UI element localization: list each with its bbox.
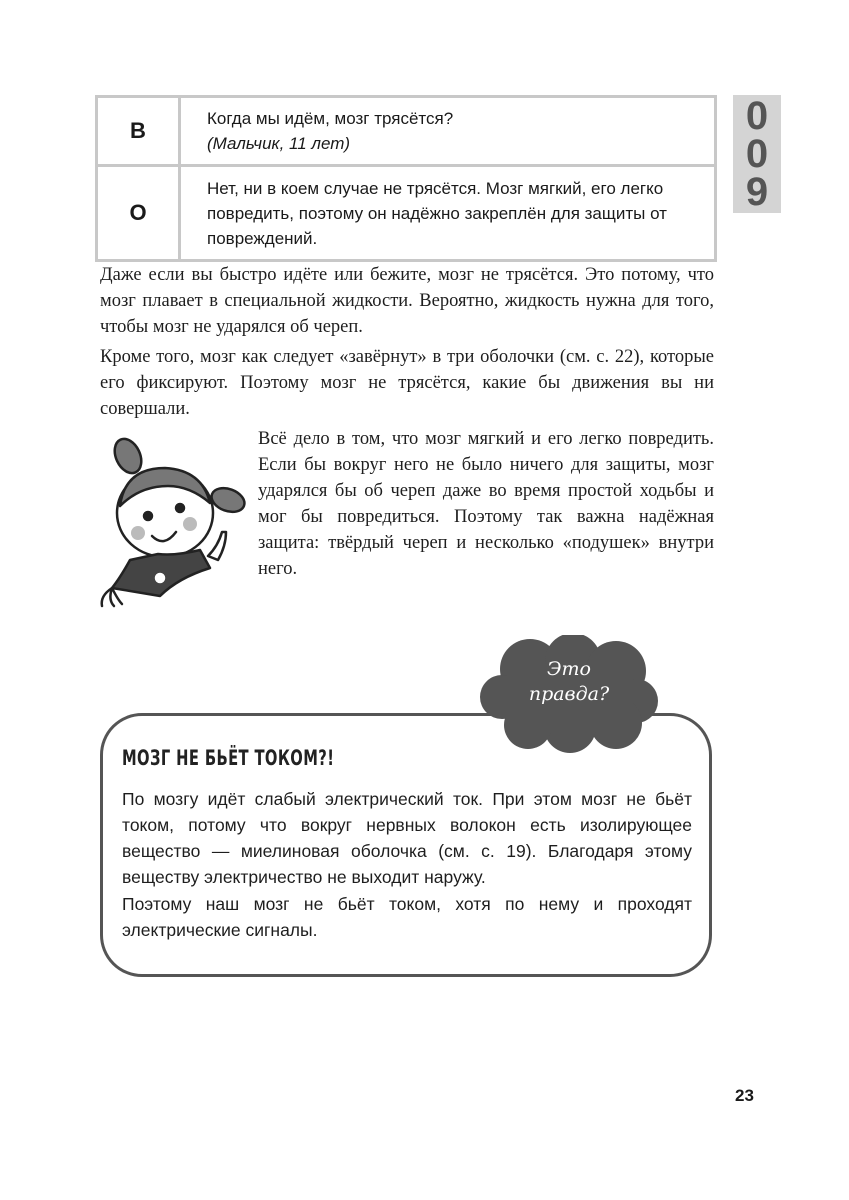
- answer-row: [97, 166, 716, 261]
- number-digit-1: 0: [745, 94, 769, 138]
- question-text: Когда мы идём, мозг трясётся?: [207, 109, 454, 128]
- body-paragraph-3: Всё дело в том, что мозг мягкий и его легко повредить. Если бы вокруг него не было ничего для защиты, мозг ударялся бы об череп даже во время простой ходьбы и мог бы повредиться. Поэтому так важна надёжная защита: твёрдый череп и несколько «подушек» внутри него.: [258, 429, 714, 579]
- body-paragraph-2: Кроме того, мозг как следует «завёрнут» в три оболочки (см. с. 22), которые его фиксируют. Поэтому мозг не трясётся, какие бы движения вы ни совершали.: [100, 347, 714, 419]
- girl-pointing-illustration: [90, 428, 250, 608]
- number-digit-3: 9: [745, 170, 769, 214]
- question-row: [97, 97, 716, 166]
- question-note: (Мальчик, 11 лет): [207, 134, 351, 153]
- page-number: 23: [735, 1086, 754, 1105]
- cloud-line-1: Это: [547, 658, 591, 680]
- answer-text: Нет, ни в коем случае не трясётся. Мозг мягкий, его легко повредить, поэтому он надёжно закреплён для защиты от повреждений.: [180, 166, 716, 261]
- info-paragraph-1: По мозгу идёт слабый электрический ток. При этом мозг не бьёт током, потому что вокруг нервных волокон есть изолирующее вещество — миелиновая оболочка (см. с. 19). Благодаря этому веществу электричество не выходит наружу.: [122, 789, 692, 887]
- question-letter: В: [97, 97, 180, 166]
- cloud-text: [478, 657, 660, 707]
- info-paragraph-2: Поэтому наш мозг не бьёт током, хотя по нему и проходят электрические сигналы.: [122, 894, 692, 940]
- question-number-tab: [733, 95, 781, 213]
- info-box-title: МОЗГ НЕ БЬЁТ ТОКОМ?!: [122, 746, 335, 770]
- body-paragraph-1: Даже если вы быстро идёте или бежите, мозг не трясётся. Это потому, что мозг плавает в специальной жидкости. Вероятно, жидкость нужна для того, чтобы мозг не ударялся об череп.: [100, 265, 714, 337]
- answer-letter: О: [97, 166, 180, 261]
- number-digit-2: 0: [745, 132, 769, 176]
- cloud-line-2: правда?: [528, 683, 610, 705]
- qa-table: [95, 95, 717, 262]
- cloud-label: [478, 635, 660, 753]
- question-cell: [180, 97, 716, 166]
